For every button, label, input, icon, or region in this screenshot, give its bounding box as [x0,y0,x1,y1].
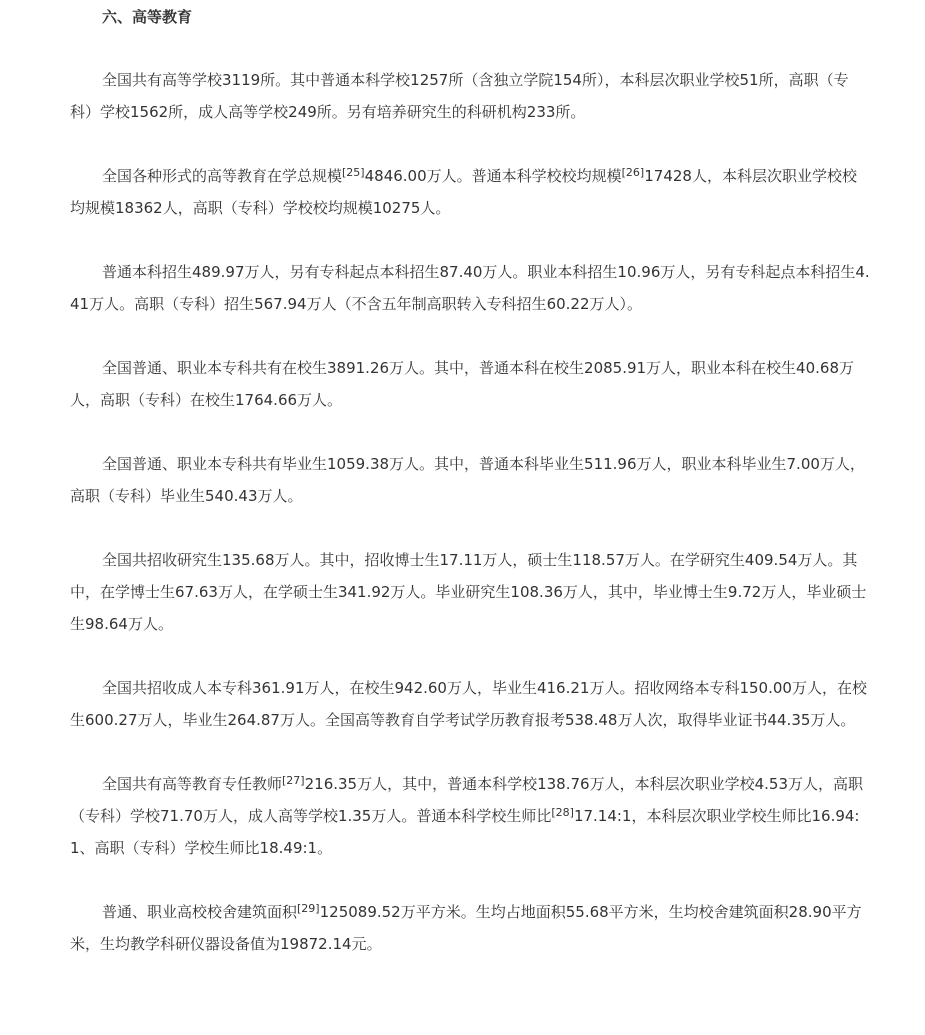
section-title: 六、高等教育 [102,8,193,26]
paragraph-text: 全国各种形式的高等教育在学总规模 [102,167,343,185]
spacer [70,320,870,352]
paragraph-text: 125089.52万平方米。生均占地面积55.68平方米，生均校舍建筑面积28.90平方米，生均教学科研仪器设备值为19872.14元。 [70,903,862,953]
paragraph-teachers [70,768,870,864]
spacer [70,224,870,256]
article-body [70,0,870,960]
footnote-ref[interactable]: [26] [621,166,645,179]
spacer [70,34,870,64]
paragraph-text: 普通本科招生489.97万人，另有专科起点本科招生87.40万人。职业本科招生10.96万人，另有专科起点本科招生4.41万人。高职（专科）招生567.94万人（不含五年制高职转入专科招生60.22万人）。 [70,263,870,313]
paragraph-text: 4846.00万人。普通本科学校校均规模 [364,167,622,185]
paragraph-text: 普通、职业高校校舍建筑面积 [102,903,298,921]
paragraph-enrolled-students [70,352,870,416]
paragraph-text: 17428人，本科层次职业学校校均规模18362人，高职（专科）学校校均规模10275人。 [70,167,857,217]
spacer [70,512,870,544]
paragraph-enrollment-scale [70,160,870,224]
paragraph-facilities [70,896,870,960]
paragraph-text: 全国共有高等学校3119所。其中普通本科学校1257所（含独立学院154所），本科层次职业学校51所，高职（专科）学校1562所，成人高等学校249所。另有培养研究生的科研机构233所。 [70,71,849,121]
footnote-ref[interactable]: [28] [551,806,574,819]
paragraph-adult-education [70,672,870,736]
paragraph-graduates [70,448,870,512]
paragraph-text: 全国普通、职业本专科共有毕业生1059.38万人。其中，普通本科毕业生511.96万人，职业本科毕业生7.00万人，高职（专科）毕业生540.43万人。 [70,455,865,505]
spacer [70,416,870,448]
spacer [70,128,870,160]
spacer [70,736,870,768]
paragraph-text: 全国普通、职业本专科共有在校生3891.26万人。其中，普通本科在校生2085.91万人，职业本科在校生40.68万人，高职（专科）在校生1764.66万人。 [70,359,855,409]
spacer [70,864,870,896]
paragraph-text: 全国共招收研究生135.68万人。其中，招收博士生17.11万人，硕士生118.57万人。在学研究生409.54万人。其中，在学博士生67.63万人，在学硕士生341.92万人。毕业研究生108.36万人，其中，毕业博士生9.72万人，毕业硕士生98.64万人。 [70,551,867,633]
footnote-ref[interactable]: [27] [282,774,305,787]
paragraph-institutions [70,64,870,128]
footnote-ref[interactable]: [29] [297,902,320,915]
paragraph-text: 216.35万人，其中，普通本科学校138.76万人，本科层次职业学校4.53万人，高职（专科）学校71.70万人，成人高等学校1.35万人。普通本科学校生师比 [70,775,863,825]
paragraph-postgraduates [70,544,870,640]
paragraph-admissions [70,256,870,320]
footnote-ref[interactable]: [25] [342,166,365,179]
paragraph-text: 17.14:1，本科层次职业学校生师比16.94:1、高职（专科）学校生师比18.49:1。 [70,807,860,857]
spacer [70,640,870,672]
paragraph-text: 全国共有高等教育专任教师 [102,775,283,793]
paragraph-text: 全国共招收成人本专科361.91万人，在校生942.60万人，毕业生416.21万人。招收网络本专科150.00万人，在校生600.27万人，毕业生264.87万人。全国高等教育自学考试学历教育报考538.48万人次，取得毕业证书44.35万人。 [70,679,867,729]
